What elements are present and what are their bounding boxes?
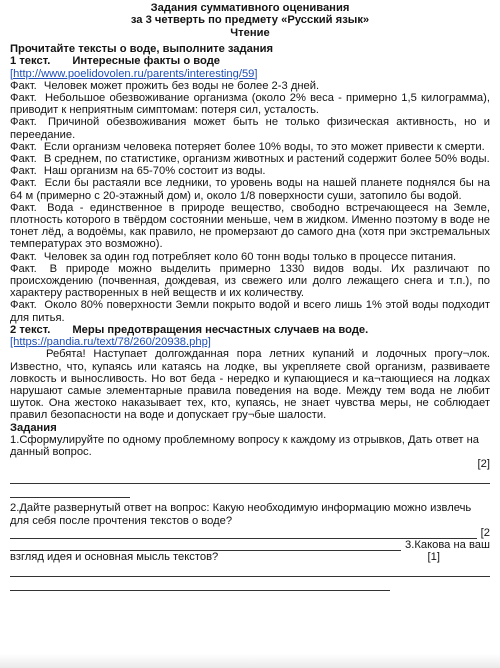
fact-label: Факт. — [10, 153, 37, 166]
question-1-points: [2] — [477, 458, 490, 471]
fact-text: Около 80% поверхности Земли покрыто водой и всего лишь 1% этой воды подходит для питья. — [10, 299, 490, 324]
question-2-points: [2 — [480, 526, 490, 539]
fact-item — [10, 251, 490, 263]
text1-link-text[interactable]: [http://www.poelidovolen.ru/parents/interesting/59] — [10, 67, 258, 80]
header-section: Чтение — [230, 26, 270, 39]
tasks-heading: Задания — [10, 421, 57, 434]
text2-heading — [10, 324, 490, 336]
fact-item — [10, 299, 490, 323]
fact-label: Факт. — [10, 250, 37, 263]
text2-link-text[interactable]: [https://pandia.ru/text/78/260/20938.php] — [10, 336, 211, 349]
fact-text: Небольшое обезвоживание организма (около 2% веса - примерно 1,5 килограмма), приводит к неприятным симптомам: потеря сил, усталость. — [10, 92, 490, 117]
question-3-points: [1] — [427, 551, 440, 564]
tasks-section — [10, 422, 490, 592]
fact-text: Если бы растаяли все ледники, то уровень воды на нашей планете поднялся бы на 64 м (примерно с 20-этажный дом) и, около 1/8 поверхности суши, затопило бы водой. — [10, 177, 491, 202]
question-3-row — [10, 539, 490, 551]
fact-item — [10, 202, 490, 251]
fact-item — [10, 92, 490, 116]
fact-text: Причиной обезвоживания может быть не только физическая активность, но и переедание. — [10, 116, 490, 141]
fact-label: Факт. — [10, 262, 37, 275]
text2-period: . — [365, 323, 369, 336]
answer-line[interactable] — [10, 485, 130, 498]
question-3-row-2 — [10, 551, 490, 563]
fact-label: Факт. — [10, 299, 37, 312]
answer-line[interactable] — [10, 564, 490, 577]
answer-line[interactable] — [10, 578, 390, 591]
fact-label: Факт. — [10, 116, 37, 129]
question-3-start: 3.Какова на ваш — [405, 538, 490, 551]
answer-line[interactable] — [10, 527, 477, 539]
fact-item — [10, 153, 490, 165]
fact-label: Факт. — [10, 140, 37, 153]
fact-text: Если организм человека потеряет более 10% воды, то это может привести к смерти. — [43, 140, 485, 153]
header-subject: за 3 четверть по предмету «Русский язык» — [130, 14, 370, 27]
fact-label: Факт. — [10, 201, 37, 214]
fact-text: Наш организм на 65-70% состоит из воды. — [43, 165, 266, 178]
fact-item — [10, 80, 490, 92]
worksheet-header — [10, 2, 490, 39]
fact-text: В среднем, по статистике, организм животных и растений содержит более 50% воды. — [43, 153, 490, 166]
header-title: Задания суммативного оценивания — [150, 2, 350, 14]
text2-title: Меры предотвращения несчастных случаев на воде — [72, 323, 366, 336]
text2-link[interactable] — [10, 336, 490, 348]
fact-item — [10, 263, 490, 300]
question-2: 2.Дайте развернутый ответ на вопрос: Какую необходимую информацию можно извлечь для себя после прочтения текстов о воде? — [10, 502, 472, 527]
fact-item — [10, 116, 490, 140]
question-3-rest: взгляд идея и основная мысль текстов? — [10, 551, 219, 564]
fact-text: Человек может прожить без воды не более 2-3 дней. — [43, 79, 320, 92]
fact-item — [10, 177, 490, 201]
fact-label: Факт. — [10, 79, 37, 92]
fact-text: В природе можно выделить примерно 1330 видов воды. Их различают по происхождению (почвенная, дождевая, из свежего или долго лежащего снега и т.п.), по характеру растворенных в ней веществ и их количеству. — [10, 262, 490, 300]
fact-label: Факт. — [10, 92, 37, 105]
text1-title: Интересные факты о воде — [72, 55, 221, 68]
fact-label: Факт. — [10, 177, 37, 190]
instruction: Прочитайте тексты о воде, выполните задания — [10, 43, 274, 56]
text2-number: 2 текст. — [10, 323, 51, 336]
question-1: 1.Сформулируйте по одному проблемному вопросу к каждому из отрывков, Дать ответ на данный вопрос. — [10, 433, 480, 458]
text1-section — [10, 55, 490, 323]
text1-number: 1 текст. — [10, 55, 51, 68]
answer-line[interactable] — [10, 539, 401, 551]
fact-item — [10, 141, 490, 153]
fact-text: Вода - единственное в природе вещество, свободно встречающееся на Земле, плотность которого в твёрдом состоянии меньше, чем в жидком. Именно поэтому в воде не тонет лёд, а водоёмы, как правило, не промерзают до самого дна (хотя при экстремальных температурах это возможно). — [10, 201, 490, 251]
page-bottom-shadow — [0, 654, 500, 668]
text2-body: Ребята! Наступает долгожданная пора летних купаний и лодочных прогу¬лок. Известно, что, купаясь или катаясь на лодке, вы укрепляете свой организм, развиваете ловкость и выносливость. Но вот беда - нередко и купающиеся и ка¬тающиеся на лодках нарушают самые элементарные правила поведения на воде. Между тем вода не любит шуток. Она жестоко наказывает тех, кто, купаясь, не знает чувства меры, не соблюдает правил безопасности на воде и допускает гру¬бые шалости. — [10, 348, 490, 422]
answer-line[interactable] — [10, 471, 490, 484]
text1-heading — [10, 55, 490, 67]
text1-link[interactable] — [10, 68, 490, 80]
question-2-answer-row — [10, 527, 490, 539]
fact-text: Человек за один год потребляет коло 60 тонн воды только в процессе питания. — [43, 250, 457, 263]
text2-section — [10, 324, 490, 422]
fact-label: Факт. — [10, 165, 37, 178]
fact-item — [10, 165, 490, 177]
